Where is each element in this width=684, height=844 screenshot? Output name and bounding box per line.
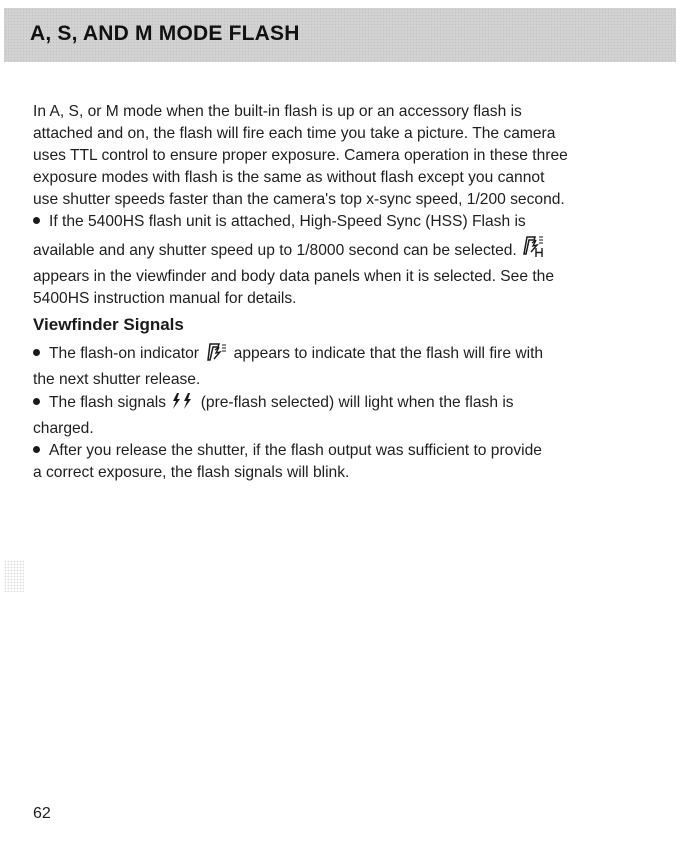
list-item-text: After you release the shutter, if the flash output was sufficient to provide	[49, 442, 542, 459]
flash-on-indicator-icon	[203, 342, 229, 369]
page-title: A, S, AND M MODE FLASH	[30, 22, 300, 45]
list-item	[33, 440, 651, 484]
list-item-text: The flash-on indicator	[49, 345, 199, 362]
list-item-text: the next shutter release.	[33, 371, 201, 388]
viewfinder-signals-list	[33, 342, 651, 484]
page-number: 62	[33, 805, 51, 822]
bullet-icon	[33, 446, 40, 453]
scan-speckle	[4, 560, 24, 592]
intro-line: available and any shutter speed up to 1/8000 second can be selected.	[33, 242, 517, 259]
bullet-icon	[33, 217, 40, 224]
list-item-text: The flash signals	[49, 394, 167, 411]
intro-line-with-icon	[33, 233, 651, 266]
intro-line-hss	[33, 211, 651, 233]
intro-line: appears in the viewfinder and body data panels when it is selected. See the	[33, 268, 554, 285]
bullet-icon	[33, 398, 40, 405]
intro-line: 5400HS instruction manual for details.	[33, 290, 297, 307]
intro-line: use shutter speeds faster than the camera's top x-sync speed, 1/200 second.	[33, 191, 565, 208]
intro-line: In A, S, or M mode when the built-in flash is up or an accessory flash is	[33, 103, 522, 120]
list-item	[33, 342, 651, 391]
intro-line: attached and on, the flash will fire each time you take a picture. The camera	[33, 125, 556, 142]
intro-line: If the 5400HS flash unit is attached, High-Speed Sync (HSS) Flash is	[49, 213, 526, 230]
intro-paragraph	[33, 101, 651, 310]
list-item-text: (pre-flash selected) will light when the flash is	[200, 394, 514, 411]
intro-line: exposure modes with flash is the same as without flash except you cannot	[33, 169, 545, 186]
list-item	[33, 391, 651, 440]
intro-line: uses TTL control to ensure proper exposure. Camera operation in these three	[33, 147, 568, 164]
flash-signals-icon	[170, 391, 196, 418]
viewfinder-signals-heading: Viewfinder Signals	[33, 315, 184, 334]
list-item-text: a correct exposure, the flash signals will blink.	[33, 464, 350, 481]
bullet-icon	[33, 349, 40, 356]
list-item-text: charged.	[33, 420, 94, 437]
hss-flash-icon	[521, 233, 547, 266]
list-item-text: appears to indicate that the flash will fire with	[233, 345, 544, 362]
